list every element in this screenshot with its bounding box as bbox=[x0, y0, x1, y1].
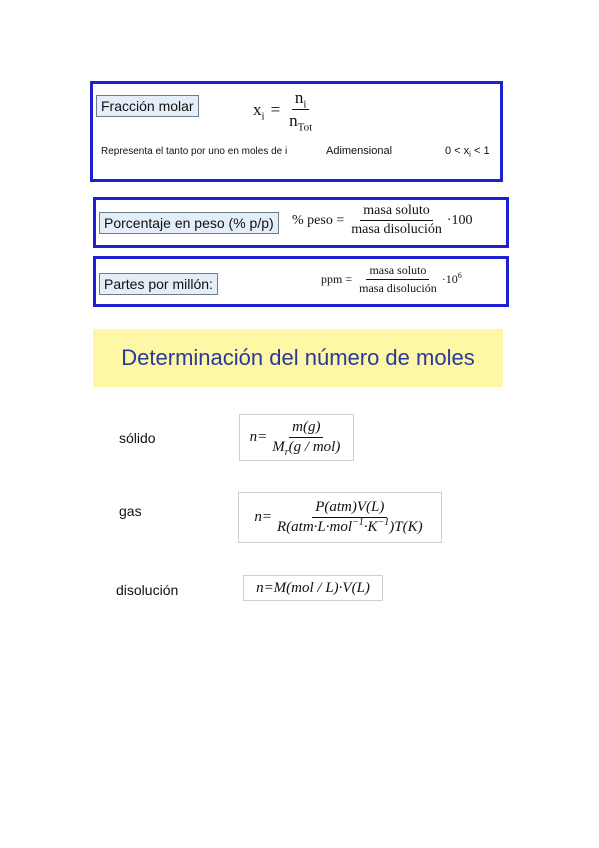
ppm-formula bbox=[321, 263, 462, 296]
molar-fraction-formula bbox=[253, 88, 315, 134]
section-title: Determinación del número de moles bbox=[121, 345, 475, 370]
ppm-lhs: ppm = bbox=[321, 272, 353, 286]
weight-percent-denominator: masa disolución bbox=[351, 222, 442, 237]
gas-lhs: n= bbox=[254, 509, 272, 525]
molar-fraction-numerator: $n_i$ bbox=[292, 88, 310, 110]
section-title-band bbox=[93, 329, 503, 387]
molar-fraction-lhs: $x_i$ bbox=[253, 99, 265, 122]
gas-numerator: P(atm)V(L) bbox=[312, 499, 387, 518]
solid-label: sólido bbox=[119, 430, 156, 446]
molar-fraction-range: $0 < x_i < 1$ bbox=[445, 145, 490, 160]
gas-denominator: $R(atm\cdot L\cdot mol^{-1}\cdot K^{-1})T(K)$ bbox=[277, 517, 423, 535]
weight-percent-formula bbox=[292, 203, 473, 238]
gas-label: gas bbox=[119, 503, 142, 519]
weight-percent-box bbox=[93, 197, 509, 248]
solid-formula bbox=[239, 414, 354, 461]
ppm-fraction bbox=[356, 263, 440, 296]
molar-fraction-box bbox=[90, 81, 503, 182]
molar-fraction-fraction bbox=[286, 88, 315, 134]
gas-formula bbox=[238, 492, 442, 543]
weight-percent-lhs: % peso = bbox=[292, 212, 345, 228]
molar-fraction-dimension: Adimensional bbox=[326, 145, 393, 157]
solid-denominator: $M_r(g / mol)$ bbox=[272, 439, 341, 458]
ppm-numerator: masa soluto bbox=[366, 263, 429, 280]
ppm-denominator: masa disolución bbox=[359, 281, 437, 295]
gas-fraction bbox=[274, 499, 426, 536]
ppm-box bbox=[93, 256, 509, 307]
molar-fraction-label: Fracción molar bbox=[96, 95, 199, 117]
solution-label: disolución bbox=[116, 582, 179, 598]
solid-numerator: m(g) bbox=[289, 419, 323, 438]
equals-sign: = bbox=[270, 99, 281, 119]
solution-formula bbox=[243, 575, 383, 601]
molar-fraction-denominator: $n_{Tot}$ bbox=[289, 111, 313, 134]
weight-percent-numerator: masa soluto bbox=[360, 203, 433, 221]
weight-percent-factor: ·100 bbox=[446, 212, 473, 228]
ppm-factor: $\cdot 10^6$ bbox=[441, 271, 462, 286]
solid-lhs: n= bbox=[249, 429, 268, 445]
weight-percent-fraction bbox=[348, 203, 445, 238]
molar-fraction-description: Representa el tanto por uno en moles de i bbox=[101, 146, 288, 157]
weight-percent-label: Porcentaje en peso (% p/p) bbox=[99, 212, 279, 234]
solution-formula-text: n=M(mol / L)·V(L) bbox=[256, 579, 370, 596]
ppm-label: Partes por millón: bbox=[99, 273, 218, 295]
solid-fraction bbox=[269, 419, 343, 456]
